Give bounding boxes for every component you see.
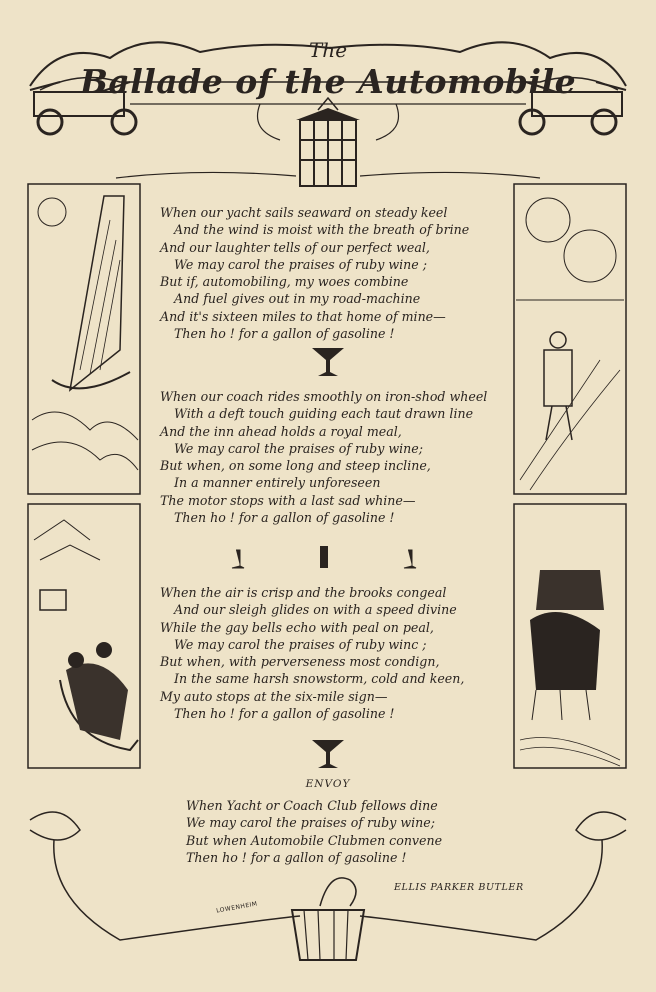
poem-line: With a deft touch guiding each taut drawn line [174,406,474,422]
envoy-heading: ENVOY [305,778,351,790]
poem-line: In the same harsh snowstorm, cold and keen, [174,671,465,687]
poem-line: But when Automobile Clubmen convene [186,832,443,848]
sleigh-illustration [34,520,138,750]
poem-line: In a manner entirely unforeseen [174,475,381,491]
poem-line: While the gay bells echo with peal on peal, [160,619,434,635]
poem-line: Then ho ! for a gallon of gasoline ! [174,510,395,526]
sailboat-illustration [32,196,138,470]
poem-line: We may carol the praises of ruby wine; [186,815,435,831]
envoy-stanza [186,797,536,866]
poem-line: We may carol the praises of ruby wine; [174,440,423,456]
walking-figure-illustration [516,198,624,490]
poem-line: And the inn ahead holds a royal meal, [160,423,402,439]
poem-line: We may carol the praises of ruby wine ; [174,256,427,272]
poem-line: And fuel gives out in my road-machine [174,291,421,307]
poem-line: We may carol the praises of ruby winc ; [174,636,427,652]
lamp-divider [232,546,416,568]
goblet-divider-1 [312,348,344,376]
goblet-divider-2 [312,740,344,768]
poem-line: My auto stops at the six-mile sign— [160,688,388,704]
stanza-1 [160,204,510,342]
poem-line: Then ho ! for a gallon of gasoline ! [174,326,395,342]
poem-line: But when, on some long and steep incline, [160,458,431,474]
poem-line: And the wind is moist with the breath of brine [174,222,470,238]
poem-line: And our sleigh glides on with a speed divine [174,602,457,618]
poem-line: When Yacht or Coach Club fellows dine [186,798,438,813]
stanza-3 [160,584,510,722]
stanza-2 [160,388,510,526]
poem-line: And our laughter tells of our perfect weal, [160,239,430,255]
poem-line: When the air is crisp and the brooks congeal [160,585,447,600]
lantern-illustration [296,98,360,186]
poem-line: When our coach rides smoothly on iron-shod wheel [160,389,488,404]
poem-line: Then ho ! for a gallon of gasoline ! [174,706,395,722]
author-name: ELLIS PARKER BUTLER [394,882,524,893]
poem-line: When our yacht sails seaward on steady keel [160,205,448,220]
poem-line: But when, with perverseness most condign, [160,654,440,670]
page-title: Ballade of the Automobile [79,62,577,101]
title-prefix: The [308,38,348,62]
illustrator-signature: LOWENHEIM [215,900,259,915]
coach-illustration [520,570,620,766]
poem-line: Then ho ! for a gallon of gasoline ! [186,849,407,865]
poem-line: But if, automobiling, my woes combine [160,274,409,290]
poem-line: And it's sixteen miles to that home of mine— [160,308,446,324]
poem-line: The motor stops with a last sad whine— [160,492,416,508]
bucket-illustration [292,878,364,960]
